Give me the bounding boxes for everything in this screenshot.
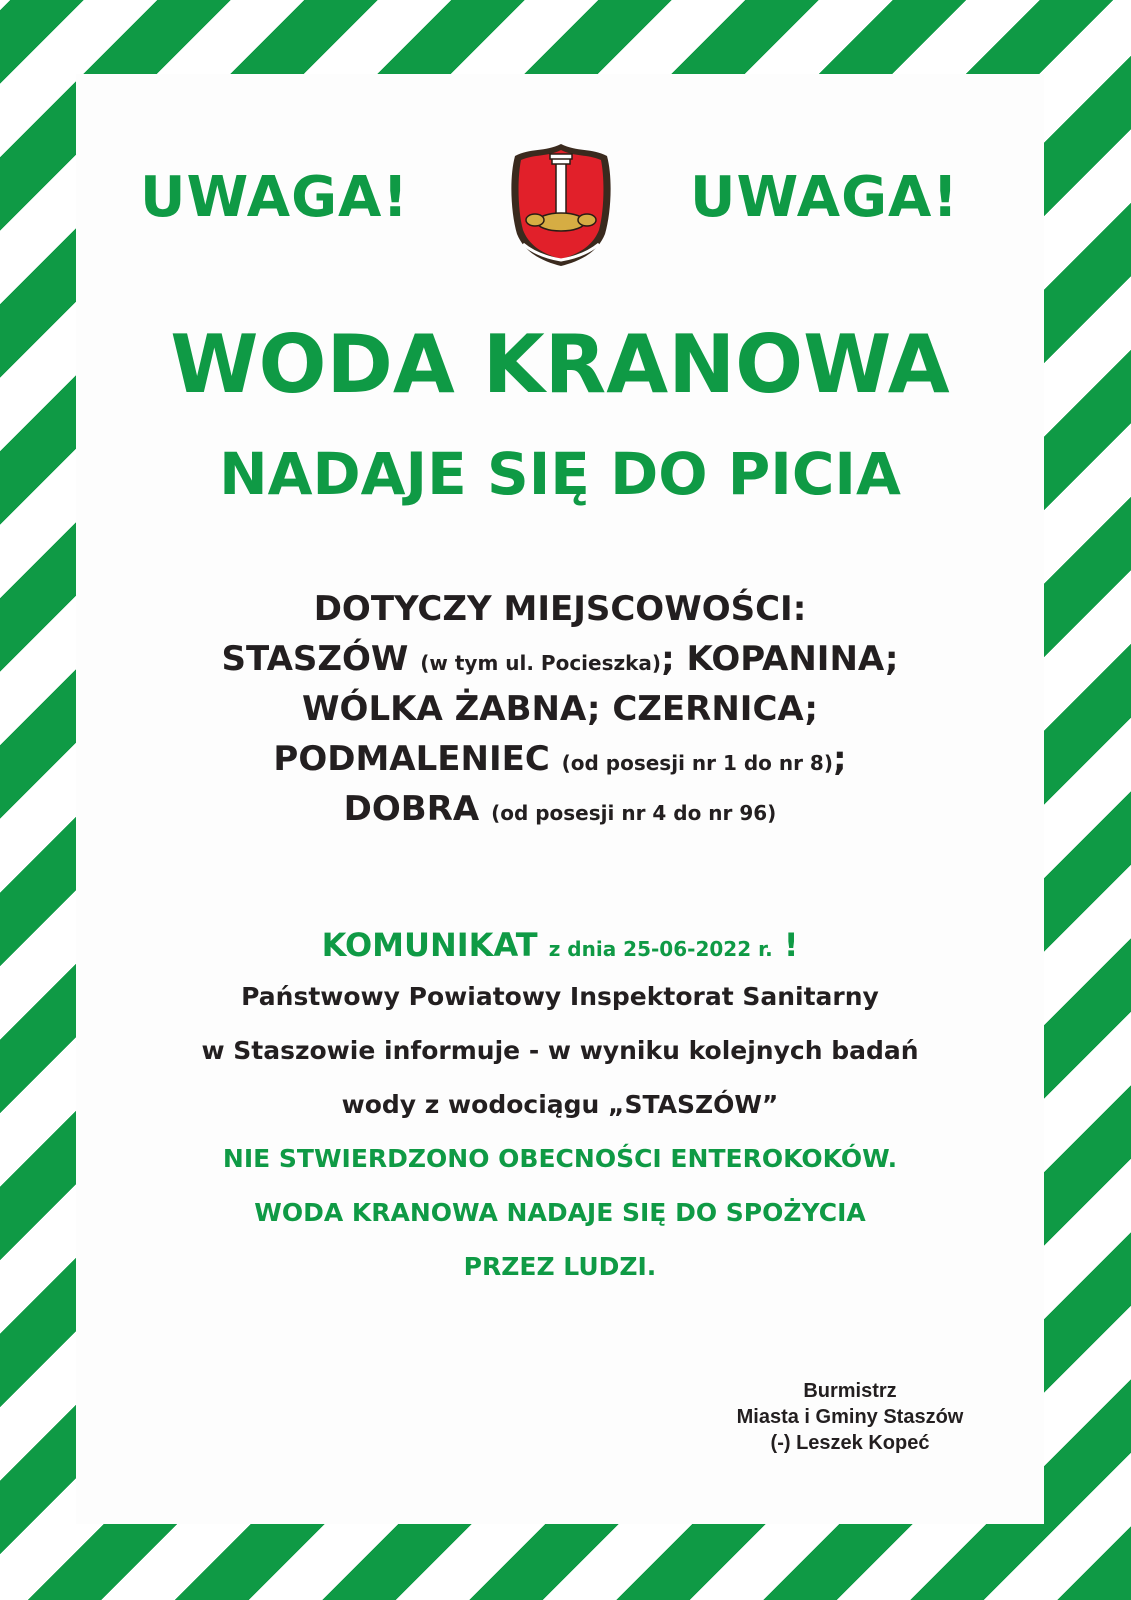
- warning-heading-left: UWAGA!: [140, 165, 409, 230]
- locations-line-staszow: [76, 639, 1044, 679]
- sub-headline: NADAJE SIĘ DO PICIA: [219, 440, 901, 508]
- main-headline: WODA KRANOWA: [170, 318, 950, 411]
- location-kopanina: ; KOPANINA;: [661, 639, 899, 679]
- announcement-title-line: [76, 926, 1044, 964]
- location-dobra: DOBRA: [343, 789, 480, 829]
- result-line-3: PRZEZ LUDZI.: [463, 1252, 657, 1281]
- result-line-2: WODA KRANOWA NADAJE SIĘ DO SPOŻYCIA: [254, 1198, 866, 1227]
- location-podmaleniec-punct: ;: [832, 739, 847, 779]
- location-podmaleniec-note: (od posesji nr 1 do nr 8): [561, 751, 833, 775]
- locations-line-podmaleniec: [76, 739, 1044, 779]
- announcement-body-line-2: w Staszowie informuje - w wyniku kolejnych badań: [201, 1036, 919, 1065]
- location-staszow-note: (w tym ul. Pocieszka): [420, 651, 662, 675]
- result-line-1: NIE STWIERDZONO OBECNOŚCI ENTEROKOKÓW.: [222, 1144, 898, 1173]
- announcement-title: KOMUNIKAT: [321, 926, 538, 964]
- signature-title: Burmistrz: [803, 1380, 897, 1402]
- signature-office: Miasta i Gminy Staszów: [736, 1406, 964, 1428]
- locations-heading: DOTYCZY MIEJSCOWOŚCI:: [313, 589, 807, 629]
- location-staszow: STASZÓW: [221, 639, 409, 679]
- warning-heading-right: UWAGA!: [690, 165, 959, 230]
- announcement-date: z dnia 25-06-2022 r.: [548, 937, 773, 961]
- locations-line-dobra: [76, 789, 1044, 829]
- location-podmaleniec: PODMALENIEC: [273, 739, 550, 779]
- announcement-body-line-1: Państwowy Powiatowy Inspektorat Sanitarny: [241, 982, 879, 1011]
- announcement-body-line-3: wody z wodociągu „STASZÓW”: [341, 1090, 779, 1119]
- locations-line-wolka: WÓLKA ŻABNA; CZERNICA;: [302, 689, 818, 729]
- location-dobra-note: (od posesji nr 4 do nr 96): [491, 801, 777, 825]
- coat-of-arms-icon: [505, 138, 617, 270]
- announcement-exclamation: !: [783, 926, 799, 964]
- signature-name: (-) Leszek Kopeć: [770, 1432, 930, 1454]
